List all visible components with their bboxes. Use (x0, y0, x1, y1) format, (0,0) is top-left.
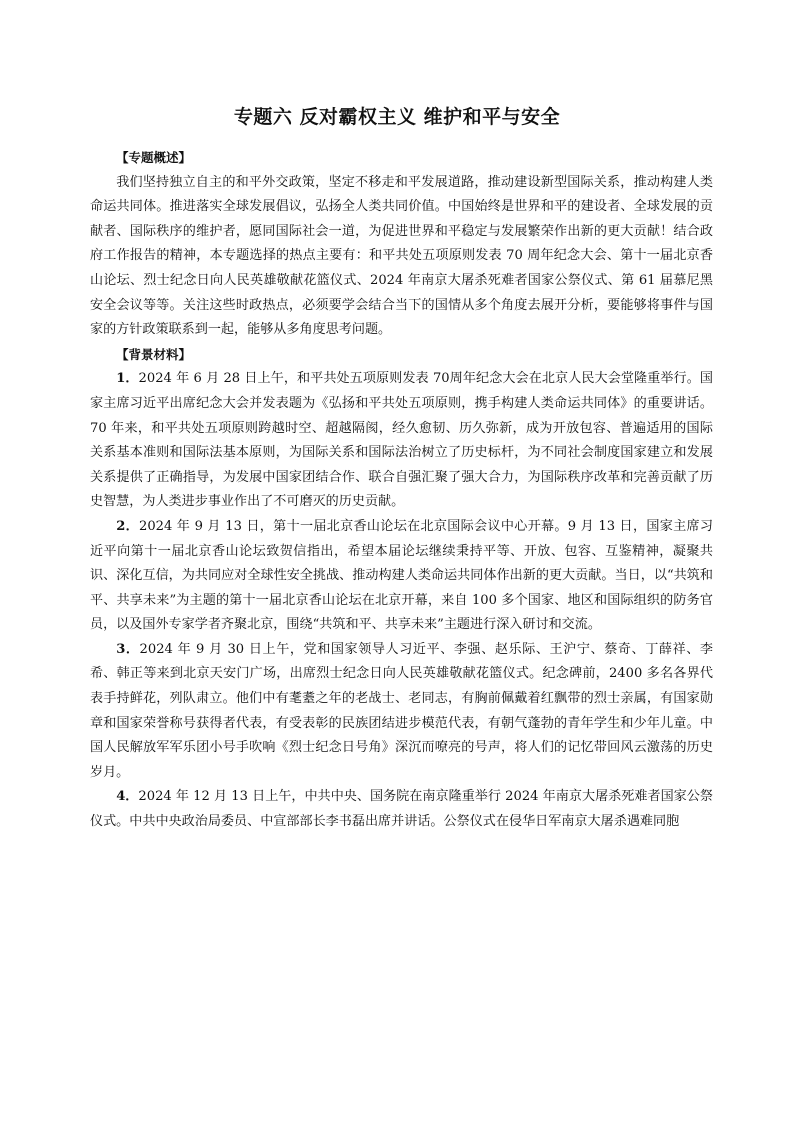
background-item-2 (90, 515, 713, 638)
overview-paragraph: 我们坚持独立自主的和平外交政策，坚定不移走和平发展道路，推动建设新型国际关系，推动构建人类命运共同体。推进落实全球发展倡议，弘扬全人类共同价值。中国始终是世界和平的建设者、全球发展的贡献者、国际秩序的维护者，愿同国际社会一道，为促进世界和平稳定与发展繁荣作出新的更大贡献！结合政府工作报告的精神，本专题选择的热点主要有：和平共处五项原则发表 70 周年纪念大会、第十一届北京香山论坛、烈士纪念日向人民英雄敬献花篮仪式、2024 年南京大屠杀死难者国家公祭仪式、第 61 届慕尼黑安全会议等等。关注这些时政热点，必须要学会结合当下的国情从多个角度去展开分析，要能够将事件与国家的方针政策联系到一起，能够从多角度思考问题。 (90, 174, 713, 338)
document-body (90, 146, 713, 835)
background-item-1 (90, 367, 713, 515)
item-text: 2024 年 6 月 28 日上午，和平共处五项原则发表 70周年纪念大会在北京人民大会堂隆重举行。国家主席习近平出席纪念大会并发表题为《弘扬和平共处五项原则，携手构建人类命运共同体》的重要讲话。70 年来，和平共处五项原则跨越时空、超越隔阂，经久愈韧、历久弥新，成为开放包容、普遍适用的国际关系基本准则和国际法基本原则，为国际关系和国际法治树立了历史标杆，为不同社会制度国家建立和发展关系提供了正确指导，为发展中国家团结合作、联合自强汇聚了强大合力，为国际秩序改革和完善贡献了历史智慧，为人类进步事业作出了不可磨灭的历史贡献。 (90, 371, 713, 510)
item-text: 2024 年 12 月 13 日上午，中共中央、国务院在南京隆重举行 2024 年南京大屠杀死难者国家公祭仪式。中共中央政治局委员、中宣部部长李书磊出席并讲话。公祭仪式在侵华日军南京大屠杀遇难同胞 (90, 789, 713, 830)
background-item-4 (90, 785, 713, 834)
page-title: 专题六 反对霸权主义 维护和平与安全 (233, 106, 561, 128)
item-text: 2024 年 9 月 13 日，第十一届北京香山论坛在北京国际会议中心开幕。9 月 13 日，国家主席习近平向第十一届北京香山论坛致贺信指出，希望本届论坛继续秉持平等、开放、包容、互鉴精神，凝聚共识、深化互信，为共同应对全球性安全挑战、推动构建人类命运共同体作出新的更大贡献。当日，以“共筑和平、共享未来”为主题的第十一届北京香山论坛在北京开幕，来自 100 多个国家、地区和国际组织的防务官员，以及国外专家学者齐聚北京，围绕“共筑和平、共享未来”主题进行深入研讨和交流。 (90, 518, 713, 633)
background-heading: 【背景材料】 (116, 346, 192, 362)
background-item-3 (90, 638, 713, 786)
item-number: 2． (116, 518, 139, 534)
item-text: 2024 年 9 月 30 日上午，党和国家领导人习近平、李强、赵乐际、王沪宁、蔡奇、丁薛祥、李希、韩正等来到北京天安门广场，出席烈士纪念日向人民英雄敬献花篮仪式。纪念碑前，2400 多名各界代表手持鲜花，列队肃立。他们中有耄耋之年的老战士、老同志，有胸前佩戴着红飘带的烈士亲属，有国家勋章和国家荣誉称号获得者代表，有受表彰的民族团结进步模范代表，有朝气蓬勃的青年学生和少年儿童。中国人民解放军军乐团小号手吹响《烈士纪念日号角》深沉而嘹亮的号声，将人们的记忆带回风云激荡的历史岁月。 (90, 641, 713, 780)
item-number: 4． (116, 789, 139, 805)
item-number: 1． (116, 371, 139, 387)
overview-heading: 【专题概述】 (116, 150, 192, 165)
item-number: 3． (116, 641, 140, 657)
